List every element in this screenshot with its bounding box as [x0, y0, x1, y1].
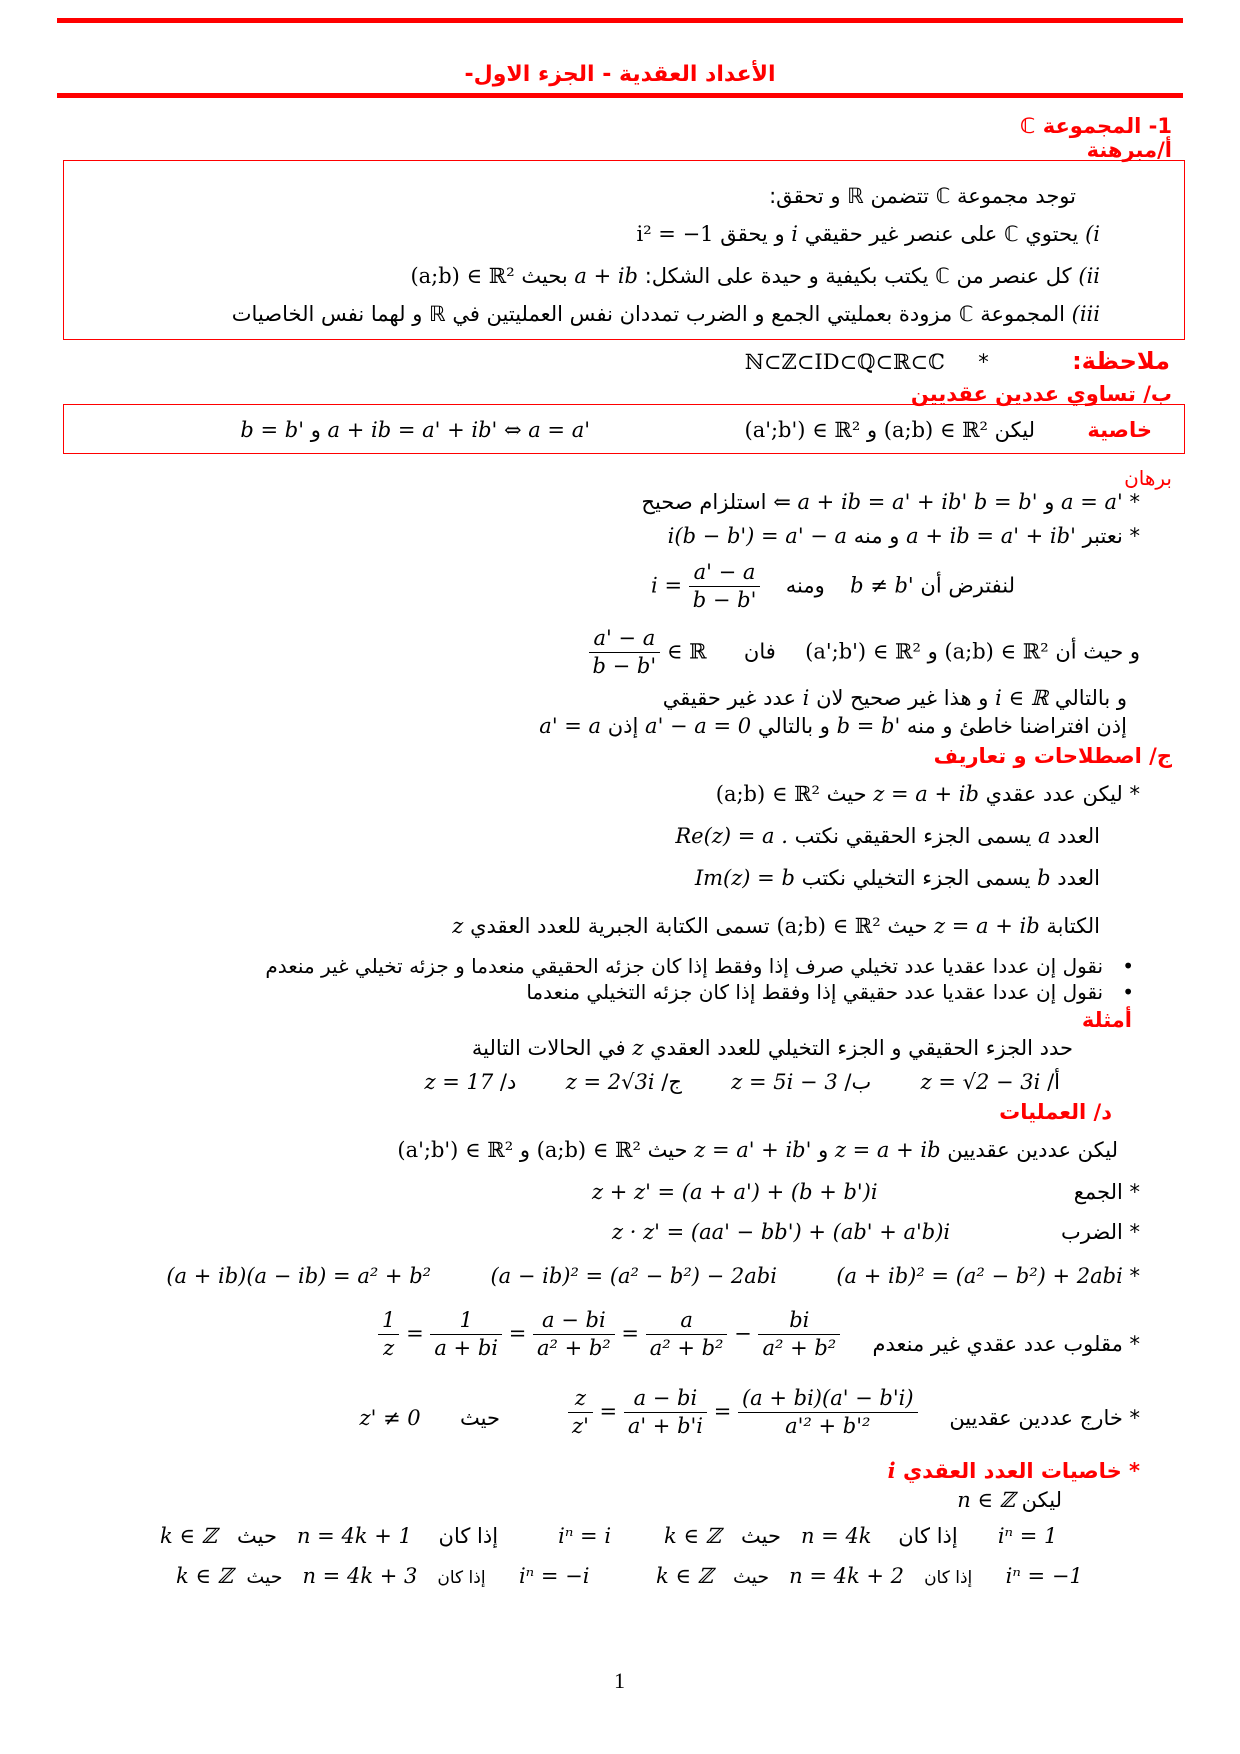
proof-math: (a;b) ∈ ℝ² — [944, 639, 1049, 664]
power-value: iⁿ = −1 — [1005, 1564, 1083, 1588]
theorem-heading: أ/مبرهنة — [1086, 138, 1172, 162]
proof-text: و بالتالي — [757, 714, 830, 738]
proof-math: a = a' — [1061, 490, 1123, 514]
identity-2: (a − ib)² = (a² − b²) − 2abi — [490, 1264, 777, 1288]
def-line-4 — [452, 916, 1100, 937]
example-math: z — [632, 1036, 644, 1060]
def-math: Re(z) = a . — [675, 824, 788, 848]
bullet-dot: • — [1103, 954, 1134, 978]
denominator: a² + b² — [536, 1336, 611, 1360]
denominator: b − b' — [592, 654, 657, 678]
power-case-2 — [160, 1526, 611, 1547]
bullet-text: نقول إن عددا عقديا عدد تخيلي صرف إذا وفقط إذا كان جزئه الحقيقي منعدما و جزئه تخيلي غير منعدم — [265, 954, 1104, 978]
ops-math: z = a + ib — [834, 1138, 941, 1162]
denominator: a'² + b'² — [785, 1414, 871, 1438]
theorem-item-iii — [232, 304, 1100, 325]
examples-cases — [425, 1072, 1061, 1093]
item-text: كل عنصر من ℂ يكتب بكيفية و حيدة على الشكل: — [644, 264, 1072, 288]
power-n: n = 4k + 2 — [789, 1564, 905, 1588]
ops-prod-math: z · z' = (aa' − bb') + (ab' + a'b)i — [612, 1220, 951, 1244]
item-text: يحتوي ℂ على عنصر غير حقيقي — [804, 222, 1079, 246]
def-text: يسمى الجزء الحقيقي نكتب — [794, 824, 1032, 848]
ops-math: z = a' + ib' — [694, 1138, 812, 1162]
examples-heading: أمثلة — [1081, 1008, 1132, 1032]
proof-text: و حيث أن — [1055, 639, 1140, 664]
proof-line-5 — [663, 688, 1127, 709]
def-line-2 — [675, 826, 1100, 847]
example-math: z = 5i − 3 — [731, 1070, 838, 1094]
power-case-1 — [664, 1526, 1057, 1547]
item-cond: (a;b) ∈ ℝ² — [410, 264, 515, 288]
property-cond1: (a;b) ∈ ℝ² — [883, 418, 988, 442]
ops-text: حيث — [647, 1138, 688, 1162]
powers-heading — [888, 1460, 1140, 1482]
theorem-item-ii — [410, 266, 1100, 287]
fraction — [738, 1388, 918, 1437]
property-statement-2: b = b' — [240, 418, 305, 442]
def-text: ليكن عدد عقدي — [985, 782, 1123, 806]
identity-1: (a + ib)² = (a² − b²) + 2abi — [836, 1264, 1123, 1288]
proof-math: i = — [651, 573, 683, 598]
def-math: Im(z) = b — [694, 866, 795, 890]
denominator: z — [383, 1336, 395, 1360]
proof-math: i ∈ ℝ — [995, 686, 1049, 710]
proof-text: عدد غير حقيقي — [662, 686, 796, 710]
def-math: b — [1037, 866, 1051, 890]
ops-inverse-formula — [378, 1310, 840, 1359]
note-line — [745, 349, 1170, 373]
example-math: z = √2 − 3i — [920, 1070, 1041, 1094]
def-text: تسمى الكتابة الجبرية للعدد العقدي — [470, 914, 770, 938]
numerator: z — [568, 1388, 593, 1413]
proof-text: و منه — [853, 524, 900, 548]
def-math: z — [452, 914, 464, 938]
note-math: ℕ⊂ℤ⊂ID⊂ℚ⊂ℝ⊂ℂ — [744, 350, 945, 374]
power-case-3 — [656, 1566, 1083, 1587]
proof-math: i(b − b') = a' − a — [667, 524, 848, 548]
equality-heading: ب/ تساوي عددين عقديين — [910, 382, 1172, 406]
def-math: (a;b) ∈ ℝ² — [776, 914, 881, 938]
equals-sign: = — [621, 1321, 640, 1346]
def-line-1 — [716, 784, 1140, 805]
proof-text: إذن — [607, 714, 639, 738]
numerator: a' − a — [589, 628, 661, 653]
def-text: حيث — [826, 782, 867, 806]
power-k: k ∈ ℤ — [664, 1524, 721, 1548]
power-where: حيث — [236, 1524, 277, 1548]
power-value: iⁿ = −i — [518, 1564, 590, 1588]
def-math: z = a + ib — [873, 782, 979, 806]
proof-text: إذن افتراضنا خاطئ و منه — [906, 714, 1127, 738]
power-value: iⁿ = i — [558, 1524, 612, 1548]
proof-math: b = b' — [836, 714, 901, 738]
property-let: ليكن — [994, 418, 1035, 442]
ops-intro — [397, 1140, 1118, 1161]
property-statement — [240, 420, 590, 441]
item-math: a + ib — [574, 264, 639, 288]
def-line-3 — [695, 868, 1100, 889]
numerator: a — [646, 1310, 728, 1335]
definitions-heading: ج/ اصطلاحات و تعاريف — [933, 744, 1172, 768]
def-text: * — [1129, 782, 1140, 806]
proof-math: b ≠ b' — [850, 573, 914, 598]
ops-text: * — [1129, 1264, 1140, 1288]
examples-instruction — [472, 1038, 1073, 1059]
fraction — [589, 628, 661, 677]
powers-math: n ∈ ℤ — [957, 1488, 1015, 1512]
example-text: في الحالات التالية — [471, 1036, 626, 1060]
power-n: n = 4k + 1 — [296, 1524, 412, 1548]
example-math: z = 17 — [424, 1070, 494, 1094]
ops-sum-math: z + z' = (a + a') + (b + b')i — [592, 1180, 878, 1204]
def-text: حيث — [887, 914, 928, 938]
example-label: أ/ — [1047, 1070, 1060, 1094]
theorem-intro: توجد مجموعة ℂ تتضمن ℝ و تحقق: — [769, 184, 1076, 208]
fraction — [430, 1310, 502, 1359]
fraction — [646, 1310, 728, 1359]
example-label: ب/ — [844, 1070, 872, 1094]
property-and: و — [866, 418, 878, 442]
power-k: k ∈ ℤ — [656, 1564, 713, 1588]
numerator: 1 — [378, 1310, 399, 1335]
denominator: a' + b'i — [627, 1414, 703, 1438]
page-title: الأعداد العقدية - الجزء الاول- — [464, 62, 776, 87]
powers-text: ليكن — [1021, 1488, 1062, 1512]
proof-math: a' − a = 0 — [645, 714, 752, 738]
proof-line-3 — [651, 562, 1015, 611]
proof-text: فان — [743, 639, 776, 664]
ops-quotient-label: * خارج عددين عقديين — [949, 1406, 1140, 1430]
ops-text: حيث — [460, 1406, 500, 1430]
numerator: 1 — [430, 1310, 502, 1335]
fraction — [533, 1310, 615, 1359]
identity-3: (a + ib)(a − ib) = a² + b² — [166, 1264, 432, 1288]
power-n: n = 4k + 3 — [302, 1564, 418, 1588]
ops-text: و — [519, 1138, 530, 1162]
fraction — [568, 1388, 593, 1437]
note-label: ملاحظة: — [1072, 347, 1170, 375]
def-bullet-1 — [265, 956, 1134, 976]
def-text: الكتابة — [1046, 914, 1100, 938]
item-text: المجموعة ℂ مزودة بعمليتي الجمع و الضرب تمددان نفس العمليتين في ℝ و لهما نفس الخاصيات — [231, 302, 1065, 326]
proof-math: ⇐ a + ib = a' + ib' — [773, 490, 968, 514]
ops-math: (a;b) ∈ ℝ² — [536, 1138, 641, 1162]
proof-star: * — [1129, 490, 1140, 514]
proof-fraction-1 — [651, 562, 760, 611]
ops-math: (a';b') ∈ ℝ² — [397, 1138, 514, 1162]
numerator: a − bi — [624, 1388, 707, 1413]
power-if: إذا كان — [898, 1524, 958, 1548]
power-if: إذا كان — [437, 1568, 486, 1588]
item-math: i² = −1 — [636, 222, 714, 246]
proof-line-6 — [539, 716, 1127, 737]
property-statement-1: a + ib = a' + ib' ⇔ a = a' — [327, 418, 590, 442]
ops-inverse-label: * مقلوب عدد عقدي غير منعدم — [872, 1332, 1140, 1356]
fraction — [689, 562, 761, 611]
def-math: (a;b) ∈ ℝ² — [715, 782, 820, 806]
top-rule — [57, 18, 1183, 23]
power-k: k ∈ ℤ — [160, 1524, 217, 1548]
theorem-item-i — [637, 224, 1101, 245]
ops-sum-label: * الجمع — [1073, 1180, 1140, 1204]
proof-math: ∈ ℝ — [666, 639, 707, 664]
def-text: يسمى الجزء التخيلي نكتب — [801, 866, 1031, 890]
proof-text: استلزام صحيح — [641, 490, 767, 514]
power-where: حيث — [246, 1566, 283, 1588]
proof-math: i — [802, 686, 810, 710]
powers-heading-text: * خاصيات العدد العقدي — [902, 1459, 1140, 1483]
numerator: a' − a — [689, 562, 761, 587]
fraction — [624, 1388, 707, 1437]
ops-prod-label: * الضرب — [1061, 1220, 1140, 1244]
denominator: a + bi — [434, 1336, 498, 1360]
denominator: z' — [572, 1414, 589, 1438]
operations-heading: د/ العمليات — [999, 1100, 1112, 1124]
proof-math: (a';b') ∈ ℝ² — [805, 639, 921, 664]
powers-heading-i: i — [887, 1458, 896, 1483]
section-heading: 1- المجموعة ℂ — [1019, 114, 1172, 138]
ops-math: z' ≠ 0 — [359, 1406, 421, 1430]
item-where: بحيث — [521, 264, 568, 288]
ops-identities — [166, 1266, 1140, 1287]
denominator: a² + b² — [762, 1336, 837, 1360]
def-math: z = a + ib — [934, 914, 1040, 938]
proof-line-4 — [589, 628, 1140, 677]
proof-fraction-2 — [589, 628, 707, 677]
item-label: iii) — [1071, 302, 1100, 326]
example-math: z = 2√3i — [565, 1070, 655, 1094]
powers-let — [957, 1490, 1062, 1511]
equals-sign: = — [508, 1321, 527, 1346]
power-n: n = 4k — [800, 1524, 872, 1548]
power-case-4 — [176, 1566, 589, 1587]
ops-quotient-formula — [568, 1388, 918, 1437]
example-label: ج/ — [661, 1070, 682, 1094]
fraction — [758, 1310, 840, 1359]
proof-math: a + ib = a' + ib' — [906, 524, 1076, 548]
proof-label: برهان — [1124, 466, 1172, 490]
numerator: (a + bi)(a' − b'i) — [738, 1388, 918, 1413]
property-and2: و — [310, 418, 321, 442]
proof-text: ومنه — [785, 573, 825, 598]
denominator: a² + b² — [649, 1336, 724, 1360]
minus-sign: − — [734, 1321, 752, 1346]
power-value: iⁿ = 1 — [997, 1524, 1058, 1548]
equals-sign: = — [406, 1321, 424, 1346]
proof-text: و بالتالي — [1054, 686, 1127, 710]
note-star: * — [978, 350, 989, 374]
item-and: و يحقق — [720, 222, 785, 246]
proof-math: a' = a — [539, 714, 602, 738]
example-text: حدد الجزء الحقيقي و الجزء التخيلي للعدد العقدي — [650, 1036, 1073, 1060]
proof-line-1 — [641, 492, 1140, 513]
ops-text: ليكن عددين عقديين — [947, 1138, 1118, 1162]
proof-text: و — [927, 639, 938, 664]
def-text: العدد — [1057, 866, 1100, 890]
numerator: bi — [758, 1310, 840, 1335]
proof-text: و — [1044, 490, 1055, 514]
denominator: b − b' — [692, 588, 757, 612]
title-rule — [57, 93, 1183, 98]
ops-text: و — [818, 1138, 829, 1162]
def-text: العدد — [1057, 824, 1100, 848]
fraction — [378, 1310, 399, 1359]
item-symbol: i — [791, 222, 798, 246]
page-number: 1 — [614, 1668, 625, 1693]
numerator: a − bi — [533, 1310, 615, 1335]
proof-text: و هذا غير صحيح لان — [816, 686, 989, 710]
ops-quotient-condition — [360, 1408, 500, 1429]
proof-star: * — [1129, 524, 1140, 548]
item-label: i) — [1085, 222, 1100, 246]
item-label: ii) — [1078, 264, 1100, 288]
bullet-dot: • — [1103, 980, 1134, 1004]
equals-sign: = — [713, 1399, 732, 1424]
def-bullet-2 — [526, 982, 1134, 1002]
equals-sign: = — [599, 1399, 618, 1424]
proof-text: نعتبر — [1082, 524, 1123, 548]
example-label: د/ — [499, 1070, 517, 1094]
bullet-text: نقول إن عددا عقديا عدد حقيقي إذا وفقط إذا كان جزئه التخيلي منعدما — [526, 980, 1104, 1004]
power-k: k ∈ ℤ — [176, 1564, 233, 1588]
power-if: إذا كان — [438, 1524, 499, 1548]
power-where: حيث — [740, 1524, 781, 1548]
proof-line-2 — [668, 526, 1140, 547]
property-cond2: (a';b') ∈ ℝ² — [744, 418, 861, 442]
property-label: خاصية — [1087, 418, 1152, 442]
property-condition — [745, 420, 1036, 441]
def-math: a — [1038, 824, 1051, 848]
power-if: إذا كان — [924, 1568, 973, 1588]
power-where: حيث — [732, 1566, 770, 1588]
proof-text: لنفترض أن — [920, 573, 1015, 598]
proof-math: b = b' — [973, 490, 1038, 514]
